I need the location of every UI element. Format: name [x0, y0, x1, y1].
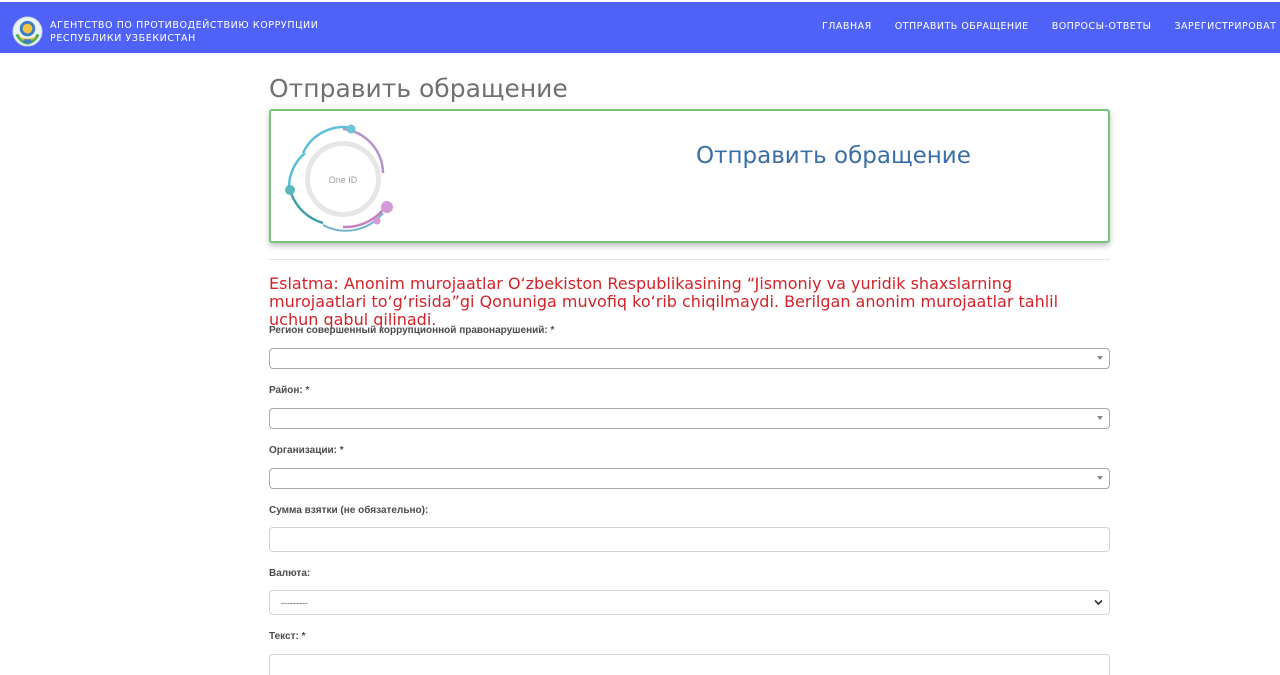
brand-line-1: АГЕНТСТВО ПО ПРОТИВОДЕЙСТВИЮ КОРРУПЦИИ [50, 19, 319, 31]
oneid-logo-text: One ID [328, 175, 358, 185]
anonymous-notice: Eslatma: Anonim murojaatlar O‘zbekiston Respublikasining “Jismoniy va yuridik shaxslarning murojaatlari to‘g‘risida”gi Qonuniga muvofiq ko‘rib chiqilmaydi. Berilgan anonim murojaatlar tahlil uchun qabul qilinadi. [269, 274, 1059, 329]
brand-line-2: РЕСПУБЛИКИ УЗБЕКИСТАН [50, 32, 196, 44]
region-label: Регион совершенный коррупционной правонарушений: * [269, 325, 555, 336]
dropdown-arrow-icon [1097, 416, 1103, 420]
text-textarea[interactable] [269, 654, 1110, 675]
district-label: Район: * [269, 385, 310, 396]
dropdown-arrow-icon [1097, 356, 1103, 360]
currency-label: Валюта: [269, 568, 311, 579]
nav-link-home[interactable]: ГЛАВНАЯ [822, 21, 872, 32]
bribe-amount-input[interactable] [269, 527, 1110, 552]
oneid-login-card[interactable] [269, 109, 1110, 243]
oneid-logo-icon [283, 123, 398, 233]
currency-select[interactable] [269, 590, 1110, 615]
nav-link-faq[interactable]: ВОПРОСЫ-ОТВЕТЫ [1051, 21, 1152, 32]
oneid-heading: Отправить обращение [696, 143, 971, 169]
organization-label: Организации: * [269, 445, 344, 456]
nav-link-send-appeal[interactable]: ОТПРАВИТЬ ОБРАЩЕНИЕ [894, 21, 1029, 32]
divider [269, 259, 1110, 260]
district-select[interactable] [269, 408, 1110, 429]
brand-text [50, 19, 318, 45]
brand[interactable] [12, 16, 318, 47]
bribe-amount-label: Сумма взятки (не обязательно): [269, 505, 429, 516]
top-navbar [0, 2, 1280, 53]
chevron-down-icon [1094, 599, 1103, 606]
nav-links [822, 21, 1280, 32]
page-title: Отправить обращение [269, 74, 568, 103]
state-emblem-icon [12, 16, 43, 47]
dropdown-arrow-icon [1097, 476, 1103, 480]
currency-select-value: --------- [281, 598, 308, 608]
nav-link-register[interactable]: ЗАРЕГИСТРИРОВАТ [1174, 21, 1277, 32]
region-select[interactable] [269, 348, 1110, 369]
organization-select[interactable] [269, 468, 1110, 489]
text-label: Текст: * [269, 631, 306, 642]
